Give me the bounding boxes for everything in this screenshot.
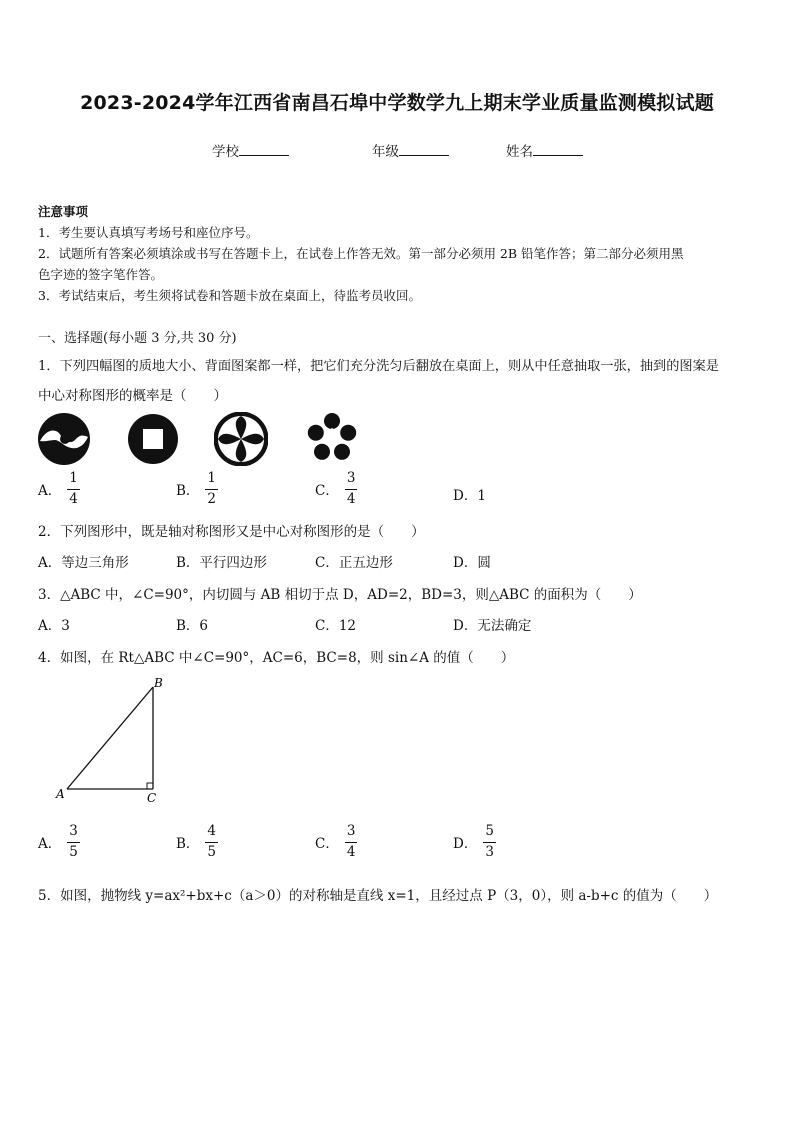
q1-option-d-label: D． [453,488,478,504]
square-hole-coin-icon [127,413,179,465]
name-blank [533,141,583,156]
name-label: 姓名 [506,144,533,160]
right-triangle-figure [50,672,170,812]
q4-option-a-den: 5 [69,843,78,860]
q4-option-d[interactable] [453,825,496,859]
notes-item-2: 2．试题所有答案必须填涂或书写在答题卡上，在试卷上作答无效。第一部分必须用 2B 铅笔作答；第二部分必须用黑 [38,246,684,261]
q1-stem-line1: 1．下列四幅图的质地大小、背面图案都一样，把它们充分洗匀后翻放在桌面上，则从中任意抽取一张，抽到的图案是 [38,359,719,374]
grade-blank [399,141,449,156]
q4-option-b-label: B． [176,836,200,852]
school-field [212,140,289,160]
q1-option-c-label: C． [315,483,339,499]
q4-option-b[interactable] [176,825,218,859]
q4-option-d-fraction [483,825,496,859]
notes-item-1: 1．考生要认真填写考场号和座位序号。 [38,225,259,240]
q4-option-d-label: D． [453,836,478,852]
q4-option-c-num: 3 [346,823,356,839]
grade-field [372,140,449,160]
q1-option-a-label: A． [38,483,62,499]
q1-stem-line2: 中心对称图形的概率是（ ） [38,388,227,404]
yin-yang-like-emblem-icon [37,412,91,466]
q2-stem: 2．下列图形中，既是轴对称图形又是中心对称图形的是（ ） [38,524,425,540]
q1-option-c-den: 4 [346,490,356,507]
q4-option-a-num: 3 [69,823,78,839]
section-heading: 一、选择题(每小题 3 分,共 30 分) [38,331,237,346]
q3-option-d[interactable]: D．无法确定 [453,618,532,634]
pentagon-flower-icon [306,412,358,464]
q1-option-c-fraction [345,472,358,506]
q2-option-b[interactable]: B．平行四边形 [176,555,267,571]
q2-option-c[interactable]: C．正五边形 [315,555,393,571]
q1-option-a[interactable] [38,472,80,506]
q4-option-c-den: 4 [346,843,356,860]
q1-option-b-den: 2 [207,490,217,507]
q1-option-c-num: 3 [346,470,356,486]
school-blank [239,141,289,156]
notes-item-2-cont: 色字迹的签字笔作答。 [38,267,164,282]
q5-stem: 5．如图，抛物线 y=ax²+bx+c（a＞0）的对称轴是直线 x=1，且经过点 P（3，0），则 a-b+c 的值为（ ） [38,888,718,904]
q1-option-b-fraction [205,472,218,506]
q4-option-d-num: 5 [485,823,494,839]
q2-option-a[interactable]: A．等边三角形 [38,555,129,571]
name-field [506,140,583,160]
q4-option-c-label: C． [315,836,339,852]
q3-stem: 3．△ABC 中，∠C=90°，内切圆与 AB 相切于点 D，AD=2，BD=3，则△ABC 的面积为（ ） [38,587,642,603]
q4-option-b-num: 4 [207,823,217,839]
grade-label: 年级 [372,144,399,160]
q3-option-c[interactable]: C．12 [315,618,357,634]
q4-option-a-label: A． [38,836,62,852]
q1-option-a-fraction [67,472,80,506]
q4-option-a[interactable] [38,825,80,859]
q1-option-c[interactable] [315,472,357,506]
q3-option-b[interactable]: B．6 [176,618,209,634]
school-label: 学校 [212,144,239,160]
q4-option-b-den: 5 [207,843,217,860]
q4-option-d-den: 3 [485,843,494,860]
four-petal-circle-icon [214,412,268,466]
q1-option-d[interactable] [453,484,486,504]
q4-option-c[interactable] [315,825,357,859]
vertex-a-label: A [56,787,65,801]
vertex-b-label: B [154,676,163,690]
notes-item-3: 3．考试结束后，考生须将试卷和答题卡放在桌面上，待监考员收回。 [38,288,421,303]
q1-option-b[interactable] [176,472,218,506]
q1-option-a-num: 1 [69,470,78,486]
q1-option-a-den: 4 [69,490,78,507]
q4-stem: 4．如图，在 Rt△ABC 中∠C=90°，AC=6，BC=8，则 sin∠A 的值（ ） [38,650,515,666]
q1-option-b-label: B． [176,483,200,499]
q4-option-c-fraction [345,825,358,859]
q2-option-d[interactable]: D．圆 [453,555,491,571]
notes-heading: 注意事项 [38,204,89,219]
q1-option-b-num: 1 [207,470,217,486]
q3-option-a[interactable]: A．3 [38,618,70,634]
q4-option-a-fraction [67,825,80,859]
q4-option-b-fraction [205,825,218,859]
q1-option-d-text: 1 [477,488,486,504]
vertex-c-label: C [147,791,157,805]
page-title: 2023-2024学年江西省南昌石埠中学数学九上期末学业质量监测模拟试题 [80,92,714,114]
